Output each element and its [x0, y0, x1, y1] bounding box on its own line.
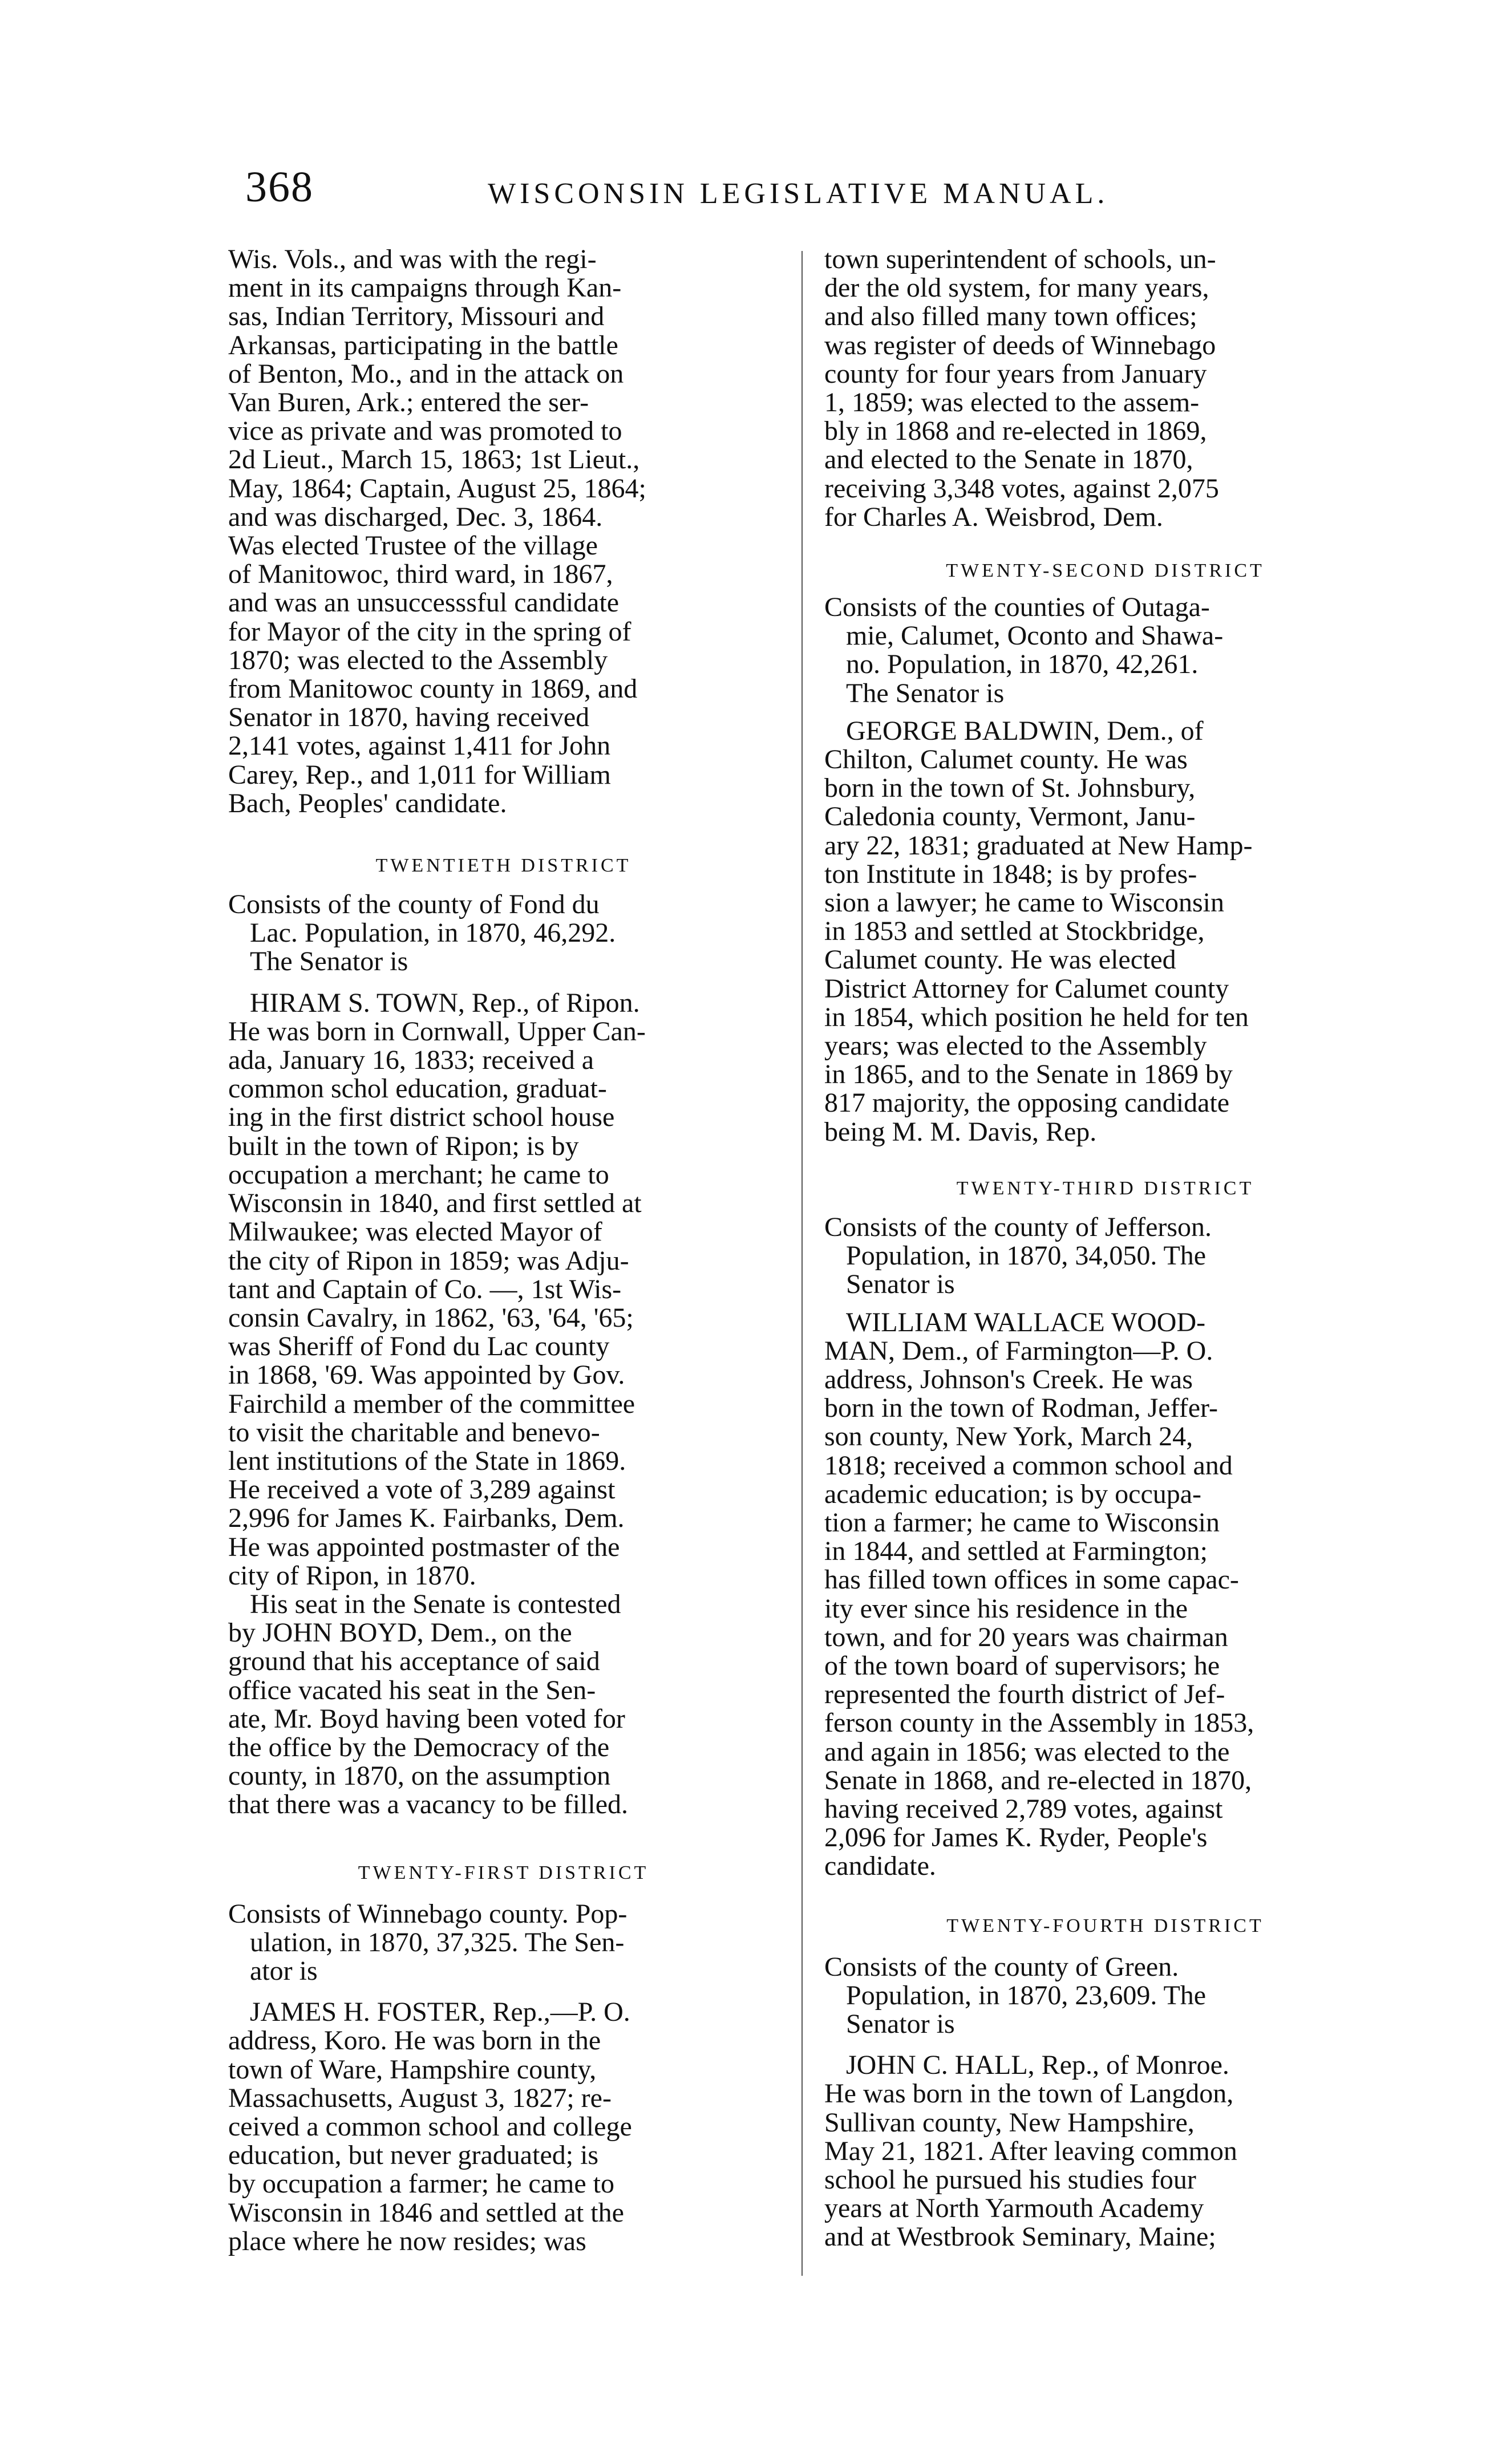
- left-column: [228, 245, 779, 2256]
- heading-twenty-second-district: TWENTY-SECOND DISTRICT: [946, 560, 1265, 582]
- twenty-third-district-description: Consists of the county of Jefferson. Population, in 1870, 34,050. The Senator is: [824, 1211, 1212, 1300]
- twenty-fourth-district-description: Consists of the county of Green. Population, in 1870, 23,609. The Senator is: [824, 1951, 1207, 2039]
- heading-twenty-third-district: TWENTY-THIRD DISTRICT: [956, 1177, 1254, 1199]
- heading-twentieth-district: TWENTIETH DISTRICT: [375, 855, 631, 877]
- senator-bio-john-hall: JOHN C. HALL, Rep., of Monroe. He was born in the town of Langdon, Sullivan county, New Hampshire, May 21, 1821. After leaving common school he pursued his studies four years at North Yarmouth Academy and at Westbrook Seminary, Maine;: [824, 2050, 1237, 2252]
- paragraph-nineteenth-district-continued: Wis. Vols., and was with the regi- ment in its campaigns through Kan- sas, Indian Territory, Missouri and Arkansas, participating in the battle of Benton, Mo., and in the attack on Van Buren, Ark.; entered the ser- vice as private and was promoted to 2d Lieut., March 15, 1863; 1st Lieut., May, 1864; Captain, August 25, 1864; and was discharged, Dec. 3, 1864. Was elected Trustee of the village of Manitowoc, third ward, in 1867, and was an unsuccesssful candidate for Mayor of the city in the spring of 1870; was elected to the Assembly from Manitowoc county in 1869, and Senator in 1870, having received 2,141 votes, against 1,411 for John Carey, Rep., and 1,011 for William Bach, Peoples' candidate.: [228, 244, 646, 818]
- senator-bio-hiram-town: HIRAM S. TOWN, Rep., of Ripon. He was born in Cornwall, Upper Can- ada, January 16, 1833; received a common schol education, graduat- ing in the first district school house built in the town of Ripon; is by occupation a merchant; he came to Wisconsin in 1840, and first settled at Milwaukee; was elected Mayor of the city of Ripon in 1859; was Adju- tant and Captain of Co. —, 1st Wis- consin Cavalry, in 1862, '63, '64, '65; was Sheriff of Fond du Lac county in 1868, '69. Was appointed by Gov. Fairchild a member of the committee to visit the charitable and benevo- lent institutions of the State in 1869. He received a vote of 3,289 against 2,996 for James K. Fairbanks, Dem. He was appointed postmaster of the city of Ripon, in 1870.: [228, 987, 646, 1591]
- senator-bio-george-baldwin: GEORGE BALDWIN, Dem., of Chilton, Calumet county. He was born in the town of St. Johnsbury, Caledonia county, Vermont, Janu- ary 22, 1831; graduated at New Hamp- ton Institute in 1848; is by profes- sion a lawyer; he came to Wisconsin in 1853 and settled at Stockbridge, Calumet county. He was elected District Attorney for Calumet county in 1854, which position he held for ten years; was elected to the Assembly in 1865, and to the Senate in 1869 by 817 majority, the opposing candidate being M. M. Davis, Rep.: [824, 715, 1253, 1147]
- page-header: [245, 163, 1181, 231]
- paragraph-twenty-first-continued: town superintendent of schools, un- der the old system, for many years, and also filled many town offices; was register of deeds of Winnebago county for four years from January 1, 1859; was elected to the assem- bly in 1868 and re-elected in 1869, and elected to the Senate in 1870, receiving 3,348 votes, against 2,075 for Charles A. Weisbrod, Dem.: [824, 244, 1219, 532]
- contested-seat-paragraph: His seat in the Senate is contested by JOHN BOYD, Dem., on the ground that his acceptance of said office vacated his seat in the Sen- ate, Mr. Boyd having been voted for the office by the Democracy of the county, in 1870, on the assumption that there was a vacancy to be filled.: [228, 1588, 629, 1820]
- page-number: 368: [245, 163, 314, 211]
- twenty-second-district-description: Consists of the counties of Outaga- mie, Calumet, Oconto and Shawa- no. Population, in 1870, 42,261. The Senator is: [824, 592, 1224, 708]
- running-title: WISCONSIN LEGISLATIVE MANUAL.: [488, 177, 1109, 210]
- senator-bio-william-woodman: WILLIAM WALLACE WOOD- MAN, Dem., of Farmington—P. O. address, Johnson's Creek. He was born in the town of Rodman, Jeffer- son county, New York, March 24, 1818; received a common school and academic education; is by occupa- tion a farmer; he came to Wisconsin in 1844, and settled at Farmington; has filled town offices in some capac- ity ever since his residence in the town, and for 20 years was chairman of the town board of supervisors; he represented the fourth district of Jef- ferson county in the Assembly in 1853, and again in 1856; was elected to the Senate in 1868, and re-elected in 1870, having received 2,789 votes, against 2,096 for James K. Ryder, People's candidate.: [824, 1307, 1254, 1882]
- senator-bio-james-foster: JAMES H. FOSTER, Rep.,—P. O. address, Koro. He was born in the town of Ware, Hampshire county, Massachusetts, August 3, 1827; re- ceived a common school and college education, but never graduated; is by occupation a farmer; he came to Wisconsin in 1846 and settled at the place where he now resides; was: [228, 1997, 632, 2256]
- heading-twenty-first-district: TWENTY-FIRST DISTRICT: [358, 1862, 649, 1883]
- right-column: [824, 245, 1386, 2252]
- heading-twenty-fourth-district: TWENTY-FOURTH DISTRICT: [946, 1915, 1264, 1936]
- twenty-first-district-description: Consists of Winnebago county. Pop- ulation, in 1870, 37,325. The Sen- ator is: [228, 1898, 628, 1986]
- twentieth-district-description: Consists of the county of Fond du Lac. Population, in 1870, 46,292. The Senator is: [228, 889, 616, 977]
- column-divider: [801, 251, 803, 2276]
